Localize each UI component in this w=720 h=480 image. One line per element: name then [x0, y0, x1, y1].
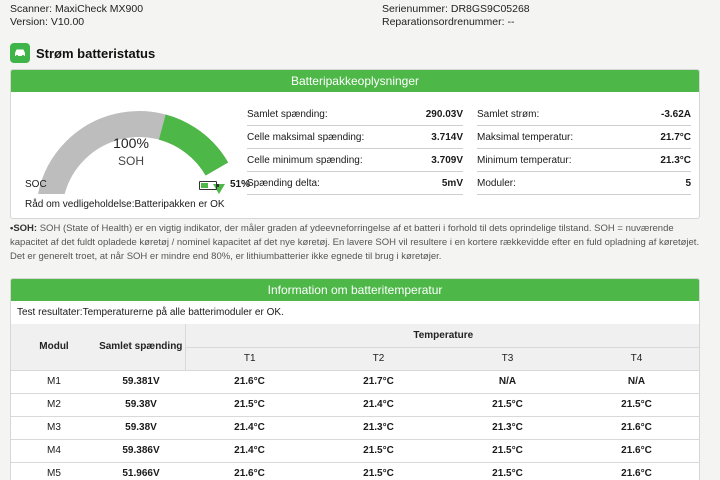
t3-cell: 21.5°C	[443, 462, 572, 480]
table-row	[11, 370, 700, 393]
t2-cell: 21.5°C	[314, 462, 443, 480]
t4-cell: 21.6°C	[572, 416, 700, 439]
soh-label: SOH	[117, 154, 144, 168]
metric-label: Spænding delta:	[247, 178, 320, 189]
table-row	[11, 462, 700, 480]
t2-cell: 21.3°C	[314, 416, 443, 439]
metric-row	[477, 127, 691, 149]
page-title: Strøm batteristatus	[36, 45, 156, 61]
metric-value: 21.3°C	[660, 155, 691, 166]
metric-label: Moduler:	[477, 178, 516, 189]
col-voltage: Samlet spænding	[97, 324, 185, 370]
battery-pack-heading: Batteripakkeoplysninger	[11, 70, 699, 92]
t4-cell: 21.5°C	[572, 393, 700, 416]
t3-cell: 21.5°C	[443, 439, 572, 462]
temperature-card	[10, 278, 700, 480]
metric-label: Minimum temperatur:	[477, 155, 572, 166]
metric-row	[247, 104, 463, 126]
module-cell: M5	[11, 462, 97, 480]
soh-explanation	[10, 222, 710, 264]
t1-cell: 21.6°C	[185, 462, 314, 480]
maintenance-advice: Råd om vedligeholdelse:Batteripakken er OK	[25, 199, 225, 210]
software-version: Version: V10.00	[10, 16, 85, 28]
serial-number: Serienummer: DR8GS9C05268	[382, 3, 530, 15]
t3-cell: N/A	[443, 370, 572, 393]
col-t3: T3	[443, 347, 572, 370]
metric-row	[247, 173, 463, 195]
scanner-name: Scanner: MaxiCheck MX900	[10, 3, 144, 15]
t1-cell: 21.6°C	[185, 370, 314, 393]
col-module: Modul	[11, 324, 97, 370]
soc-row	[25, 179, 251, 193]
voltage-cell: 59.381V	[97, 370, 185, 393]
test-result: Test resultater:Temperaturerne på alle batterimoduler er OK.	[17, 307, 284, 318]
metric-value: -3.62A	[660, 109, 691, 120]
metric-row	[477, 150, 691, 172]
t3-cell: 21.5°C	[443, 393, 572, 416]
voltage-cell: 59.38V	[97, 393, 185, 416]
section-title	[10, 42, 155, 64]
col-temperature: Temperature	[185, 324, 700, 347]
t1-cell: 21.4°C	[185, 439, 314, 462]
col-t4: T4	[572, 347, 700, 370]
metric-value: 3.714V	[431, 132, 463, 143]
metric-label: Samlet spænding:	[247, 109, 328, 120]
soh-value: 100%	[113, 135, 149, 151]
soh-note-prefix: •SOH:	[10, 223, 38, 234]
t2-cell: 21.5°C	[314, 439, 443, 462]
device-info	[10, 3, 143, 29]
table-row	[11, 439, 700, 462]
t3-cell: 21.3°C	[443, 416, 572, 439]
t1-cell: 21.5°C	[185, 393, 314, 416]
temperature-table	[11, 324, 700, 480]
car-icon	[10, 43, 30, 63]
t1-cell: 21.4°C	[185, 416, 314, 439]
battery-icon	[199, 181, 217, 190]
t2-cell: 21.7°C	[314, 370, 443, 393]
col-t2: T2	[314, 347, 443, 370]
metric-row	[477, 104, 691, 126]
module-cell: M4	[11, 439, 97, 462]
voltage-cell: 59.38V	[97, 416, 185, 439]
metric-value: 21.7°C	[660, 132, 691, 143]
metric-row	[247, 127, 463, 149]
metric-value: 5mV	[441, 178, 463, 189]
table-row	[11, 416, 700, 439]
voltage-cell: 59.386V	[97, 439, 185, 462]
metric-label: Maksimal temperatur:	[477, 132, 574, 143]
module-cell: M1	[11, 370, 97, 393]
metric-value: 5	[685, 178, 691, 189]
temperature-heading: Information om batteritemperatur	[11, 279, 699, 301]
table-row	[11, 393, 700, 416]
t4-cell: 21.6°C	[572, 439, 700, 462]
module-cell: M2	[11, 393, 97, 416]
t2-cell: 21.4°C	[314, 393, 443, 416]
metric-label: Celle maksimal spænding:	[247, 132, 365, 143]
col-t1: T1	[185, 347, 314, 370]
t4-cell: 21.6°C	[572, 462, 700, 480]
report-header	[10, 3, 710, 29]
vehicle-info	[382, 3, 530, 29]
soc-label: SOC	[25, 179, 47, 190]
repair-order-number: Reparationsordrenummer: --	[382, 16, 515, 28]
metric-row	[247, 150, 463, 172]
metric-label: Celle minimum spænding:	[247, 155, 363, 166]
metric-value: 3.709V	[431, 155, 463, 166]
soc-value: 51%	[230, 179, 251, 190]
t4-cell: N/A	[572, 370, 700, 393]
metric-value: 290.03V	[425, 109, 463, 120]
module-cell: M3	[11, 416, 97, 439]
voltage-cell: 51.966V	[97, 462, 185, 480]
soh-note-text: SOH (State of Health) er en vigtig indikator, der måler graden af ydeevneforringelse af et batteri i forhold til dets oprindelige tilstand. SOH = nuværende kapacitet af det fuldt opladede køretøj / nominel kapacitet af det nye køretøj. En lavere SOH vil resultere i en kortere rækkevidde efter en fuld opladning af køretøjet. Det er generelt troet, at når SOH er mindre end 80%, er lithiumbatterier ikke egnede til brug i køretøjer.	[10, 223, 700, 262]
metric-row	[477, 173, 691, 195]
battery-pack-card	[10, 69, 700, 219]
metric-label: Samlet strøm:	[477, 109, 540, 120]
soc-fill	[201, 183, 208, 188]
